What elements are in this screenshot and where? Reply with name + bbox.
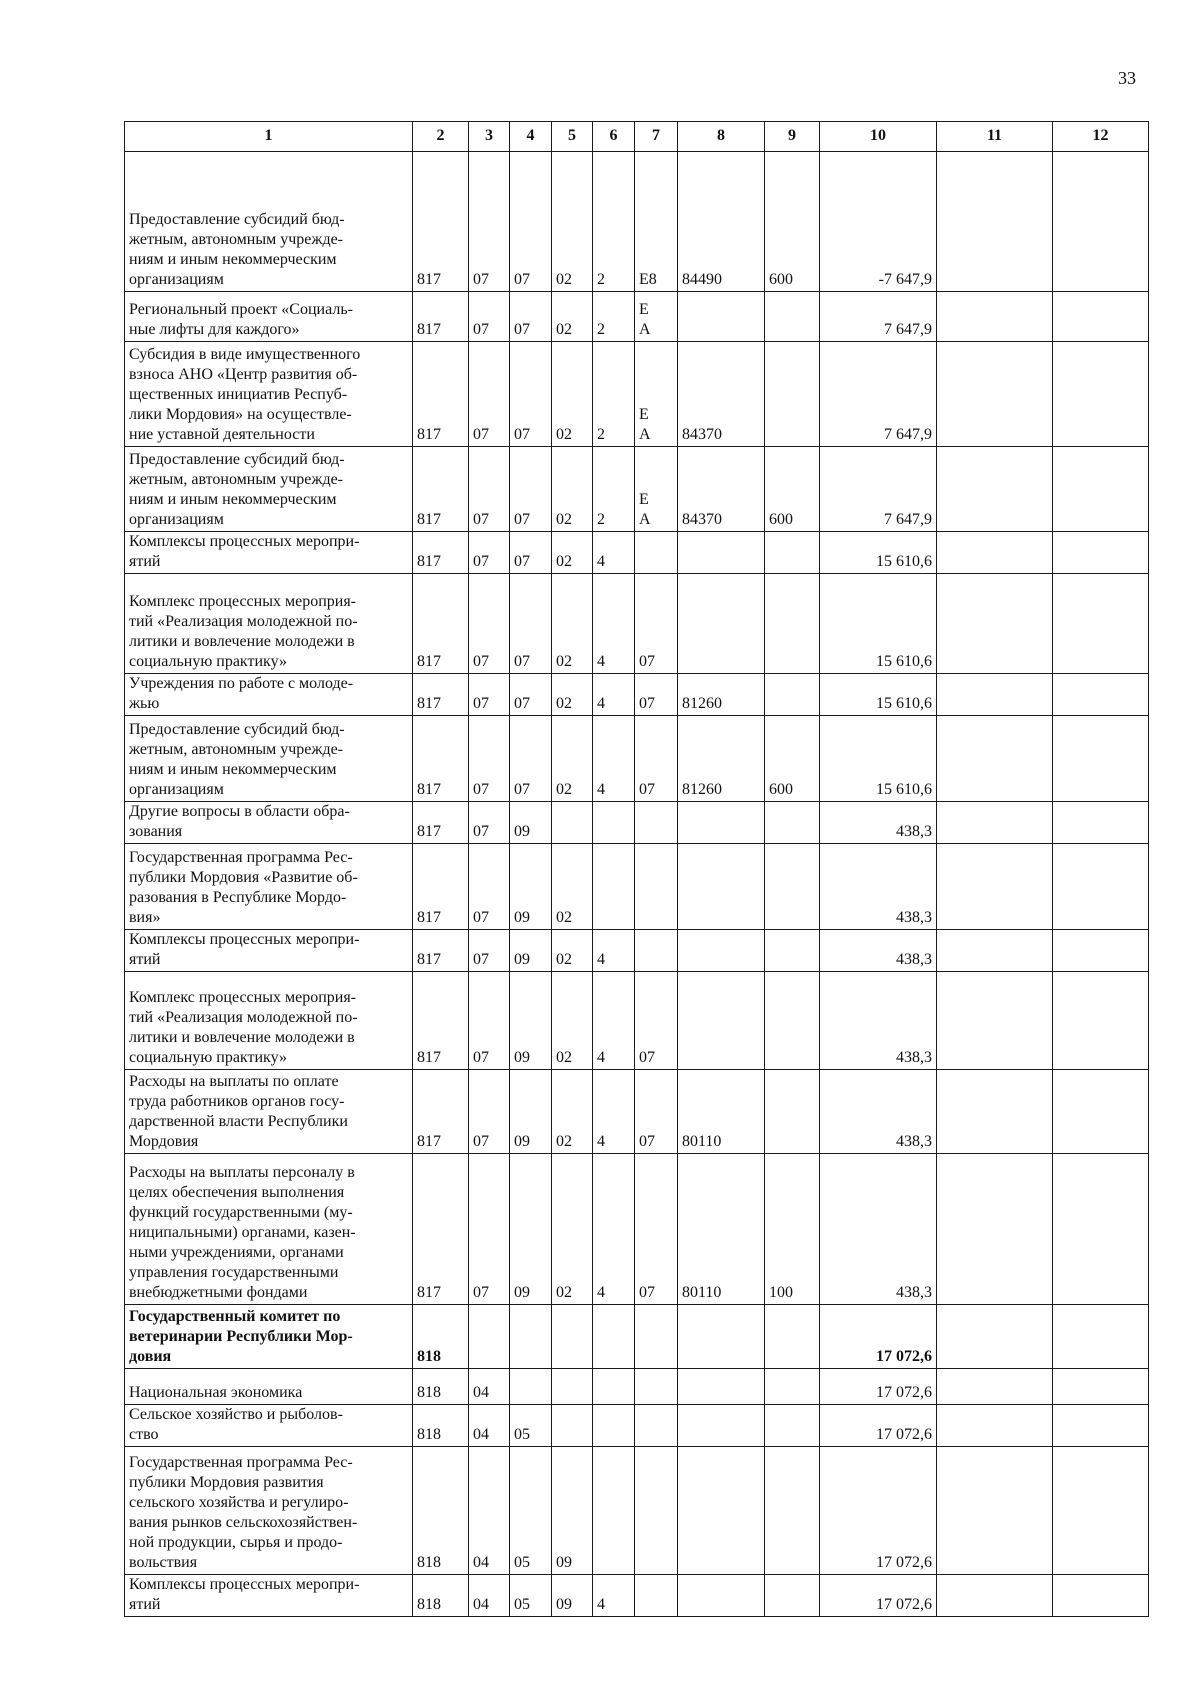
row-label-cell: Предоставление субсидий бюд- жетным, автономным учрежде- ниям и иным некоммерческим организациям bbox=[125, 152, 413, 292]
table-cell: 09 bbox=[510, 972, 552, 1070]
table-cell bbox=[937, 1405, 1053, 1447]
table-row bbox=[125, 1070, 1149, 1154]
table-cell bbox=[1053, 532, 1149, 574]
table-cell bbox=[937, 1305, 1053, 1369]
table-cell bbox=[678, 532, 765, 574]
column-header: 8 bbox=[678, 122, 765, 152]
table-cell bbox=[593, 802, 635, 844]
table-cell: 02 bbox=[552, 342, 593, 447]
table-cell bbox=[678, 1369, 765, 1405]
table-cell bbox=[1053, 1154, 1149, 1305]
row-label-cell: Субсидия в виде имущественного взноса АНО «Центр развития об- щественных инициатив Респуб- лики Мордовия» на осуществле- ние уставной деятельности bbox=[125, 342, 413, 447]
table-cell bbox=[765, 1305, 820, 1369]
table-cell bbox=[678, 1405, 765, 1447]
table-cell: 07 bbox=[469, 674, 510, 716]
table-row bbox=[125, 1369, 1149, 1405]
table-cell bbox=[678, 802, 765, 844]
budget-table bbox=[124, 121, 1149, 1617]
table-cell: 2 bbox=[593, 152, 635, 292]
table-cell: 09 bbox=[510, 1154, 552, 1305]
table-cell: 02 bbox=[552, 844, 593, 930]
table-cell bbox=[552, 802, 593, 844]
table-cell: 817 bbox=[413, 930, 469, 972]
table-cell bbox=[1053, 972, 1149, 1070]
column-header: 10 bbox=[820, 122, 937, 152]
table-cell bbox=[1053, 574, 1149, 674]
table-cell: 04 bbox=[469, 1575, 510, 1617]
table-cell: 09 bbox=[510, 844, 552, 930]
table-cell: 15 610,6 bbox=[820, 716, 937, 802]
row-label-cell: Государственная программа Рес- публики Мордовия «Развитие об- разования в Республике Мордо- вия» bbox=[125, 844, 413, 930]
table-cell: 07 bbox=[469, 447, 510, 532]
table-cell: 438,3 bbox=[820, 1154, 937, 1305]
table-cell bbox=[593, 1305, 635, 1369]
table-cell bbox=[937, 844, 1053, 930]
row-label-cell: Предоставление субсидий бюд- жетным, автономным учрежде- ниям и иным некоммерческим организациям bbox=[125, 716, 413, 802]
table-cell: 07 bbox=[469, 802, 510, 844]
table-cell: 07 bbox=[635, 1154, 678, 1305]
table-cell: 817 bbox=[413, 674, 469, 716]
table-cell: 818 bbox=[413, 1369, 469, 1405]
table-cell: 04 bbox=[469, 1405, 510, 1447]
table-cell: 07 bbox=[635, 674, 678, 716]
table-cell: 07 bbox=[510, 342, 552, 447]
table-cell: 100 bbox=[765, 1154, 820, 1305]
table-cell: 7 647,9 bbox=[820, 292, 937, 342]
table-cell: 02 bbox=[552, 716, 593, 802]
row-label-cell: Комплекс процессных мероприя- тий «Реализация молодежной по- литики и вовлечение молодежи в социальную практику» bbox=[125, 574, 413, 674]
table-cell bbox=[937, 930, 1053, 972]
table-cell: 4 bbox=[593, 972, 635, 1070]
table-cell bbox=[552, 1369, 593, 1405]
table-row bbox=[125, 292, 1149, 342]
table-cell bbox=[765, 532, 820, 574]
table-cell bbox=[635, 1447, 678, 1575]
table-cell bbox=[635, 1305, 678, 1369]
row-label-cell: Национальная экономика bbox=[125, 1369, 413, 1405]
table-cell bbox=[552, 1305, 593, 1369]
table-cell bbox=[765, 1447, 820, 1575]
table-cell: 15 610,6 bbox=[820, 532, 937, 574]
table-cell bbox=[937, 716, 1053, 802]
column-header: 2 bbox=[413, 122, 469, 152]
table-cell: 4 bbox=[593, 716, 635, 802]
table-cell: 81260 bbox=[678, 674, 765, 716]
table-cell bbox=[469, 1305, 510, 1369]
table-cell: 07 bbox=[469, 574, 510, 674]
table-row bbox=[125, 1575, 1149, 1617]
table-cell bbox=[765, 342, 820, 447]
table-cell: 17 072,6 bbox=[820, 1369, 937, 1405]
table-cell: 02 bbox=[552, 674, 593, 716]
table-cell bbox=[678, 844, 765, 930]
table-cell bbox=[1053, 1070, 1149, 1154]
row-label-cell: Предоставление субсидий бюд- жетным, автономным учрежде- ниям и иным некоммерческим организациям bbox=[125, 447, 413, 532]
table-cell bbox=[635, 532, 678, 574]
table-cell bbox=[937, 342, 1053, 447]
table-cell: 02 bbox=[552, 447, 593, 532]
table-cell bbox=[1053, 844, 1149, 930]
table-cell bbox=[510, 1305, 552, 1369]
table-cell bbox=[635, 844, 678, 930]
row-label-cell: Расходы на выплаты персоналу в целях обеспечения выполнения функций государственными (му- ниципальными) органами, казен- ными учреждениями, органами управления государственными внебюджетными фондами bbox=[125, 1154, 413, 1305]
table-cell: 4 bbox=[593, 1154, 635, 1305]
table-cell: 4 bbox=[593, 532, 635, 574]
table-cell: 438,3 bbox=[820, 930, 937, 972]
table-cell: 817 bbox=[413, 802, 469, 844]
table-cell bbox=[635, 1405, 678, 1447]
table-cell: 02 bbox=[552, 292, 593, 342]
table-cell: 438,3 bbox=[820, 802, 937, 844]
table-cell: 02 bbox=[552, 972, 593, 1070]
table-cell: 04 bbox=[469, 1447, 510, 1575]
table-cell bbox=[1053, 1305, 1149, 1369]
table-cell bbox=[765, 1575, 820, 1617]
table-cell bbox=[937, 447, 1053, 532]
column-header: 7 bbox=[635, 122, 678, 152]
table-cell bbox=[678, 292, 765, 342]
table-cell: 07 bbox=[469, 152, 510, 292]
table-cell: 4 bbox=[593, 674, 635, 716]
table-cell bbox=[937, 292, 1053, 342]
table-cell: 2 bbox=[593, 342, 635, 447]
table-cell bbox=[937, 972, 1053, 1070]
table-cell: 600 bbox=[765, 152, 820, 292]
table-cell bbox=[937, 674, 1053, 716]
table-cell: 15 610,6 bbox=[820, 674, 937, 716]
table-cell: 818 bbox=[413, 1305, 469, 1369]
table-cell: 818 bbox=[413, 1405, 469, 1447]
table-cell bbox=[765, 930, 820, 972]
table-cell: 07 bbox=[635, 574, 678, 674]
table-cell: 817 bbox=[413, 1154, 469, 1305]
table-cell bbox=[1053, 1405, 1149, 1447]
table-cell bbox=[1053, 674, 1149, 716]
table-cell: 438,3 bbox=[820, 844, 937, 930]
table-cell: 15 610,6 bbox=[820, 574, 937, 674]
table-cell bbox=[937, 152, 1053, 292]
table-cell: 817 bbox=[413, 1070, 469, 1154]
table-cell: 817 bbox=[413, 844, 469, 930]
table-cell bbox=[552, 1405, 593, 1447]
table-cell bbox=[678, 1305, 765, 1369]
table-cell bbox=[678, 1447, 765, 1575]
table-cell bbox=[1053, 152, 1149, 292]
column-header: 6 bbox=[593, 122, 635, 152]
table-cell: 438,3 bbox=[820, 972, 937, 1070]
table-cell bbox=[1053, 342, 1149, 447]
table-cell: 817 bbox=[413, 574, 469, 674]
table-cell: 600 bbox=[765, 447, 820, 532]
table-cell: 07 bbox=[469, 342, 510, 447]
table-cell bbox=[635, 930, 678, 972]
table-cell: 07 bbox=[510, 292, 552, 342]
column-header: 4 bbox=[510, 122, 552, 152]
table-cell: 07 bbox=[469, 972, 510, 1070]
table-cell: 817 bbox=[413, 292, 469, 342]
table-cell: 04 bbox=[469, 1369, 510, 1405]
table-cell: 817 bbox=[413, 972, 469, 1070]
table-row bbox=[125, 342, 1149, 447]
row-label-cell: Комплексы процессных меропри- ятий bbox=[125, 930, 413, 972]
table-cell: 07 bbox=[510, 532, 552, 574]
table-cell: 2 bbox=[593, 447, 635, 532]
table-cell bbox=[765, 1405, 820, 1447]
table-cell: 07 bbox=[635, 1070, 678, 1154]
table-cell: 07 bbox=[469, 844, 510, 930]
table-cell: 80110 bbox=[678, 1154, 765, 1305]
table-cell bbox=[510, 1369, 552, 1405]
column-header: 11 bbox=[937, 122, 1053, 152]
table-cell bbox=[1053, 802, 1149, 844]
table-cell bbox=[765, 972, 820, 1070]
table-cell: Е А bbox=[635, 292, 678, 342]
row-label-cell: Сельское хозяйство и рыболов- ство bbox=[125, 1405, 413, 1447]
table-cell bbox=[937, 532, 1053, 574]
table-cell: Е А bbox=[635, 447, 678, 532]
table-cell: 817 bbox=[413, 342, 469, 447]
table-cell bbox=[765, 292, 820, 342]
table-cell: 818 bbox=[413, 1575, 469, 1617]
table-cell bbox=[1053, 292, 1149, 342]
row-label-cell: Государственная программа Рес- публики Мордовия развития сельского хозяйства и регулиро- вания рынков сельскохозяйствен- ной продукции, сырья и продо- вольствия bbox=[125, 1447, 413, 1575]
table-cell bbox=[678, 930, 765, 972]
row-label-cell: Расходы на выплаты по оплате труда работников органов госу- дарственной власти Республики Мордовия bbox=[125, 1070, 413, 1154]
page-number: 33 bbox=[1118, 68, 1136, 88]
table-cell bbox=[635, 802, 678, 844]
table-cell bbox=[593, 1447, 635, 1575]
table-row bbox=[125, 532, 1149, 574]
table-row bbox=[125, 1154, 1149, 1305]
table-cell: 17 072,6 bbox=[820, 1447, 937, 1575]
table-cell: 80110 bbox=[678, 1070, 765, 1154]
table-cell bbox=[937, 1447, 1053, 1575]
table-row bbox=[125, 972, 1149, 1070]
row-label-cell: Региональный проект «Социаль- ные лифты для каждого» bbox=[125, 292, 413, 342]
table-cell bbox=[937, 802, 1053, 844]
table-cell bbox=[1053, 716, 1149, 802]
row-label-cell: Государственный комитет по ветеринарии Республики Мор- довия bbox=[125, 1305, 413, 1369]
table-cell: 600 bbox=[765, 716, 820, 802]
table-cell bbox=[635, 1369, 678, 1405]
table-cell: 84370 bbox=[678, 447, 765, 532]
table-row bbox=[125, 574, 1149, 674]
table-cell: 09 bbox=[510, 802, 552, 844]
table-cell: 05 bbox=[510, 1575, 552, 1617]
table-row bbox=[125, 152, 1149, 292]
table-cell: 09 bbox=[510, 930, 552, 972]
table-cell: -7 647,9 bbox=[820, 152, 937, 292]
table-row bbox=[125, 802, 1149, 844]
table-cell: Е8 bbox=[635, 152, 678, 292]
table-cell: 84490 bbox=[678, 152, 765, 292]
table-cell: 07 bbox=[469, 532, 510, 574]
table-cell bbox=[937, 574, 1053, 674]
table-cell: 81260 bbox=[678, 716, 765, 802]
column-header: 9 bbox=[765, 122, 820, 152]
table-cell: 07 bbox=[469, 716, 510, 802]
row-label-cell: Другие вопросы в области обра- зования bbox=[125, 802, 413, 844]
table-row bbox=[125, 447, 1149, 532]
table-cell: 07 bbox=[469, 930, 510, 972]
row-label-cell: Комплексы процессных меропри- ятий bbox=[125, 532, 413, 574]
table-body bbox=[125, 152, 1149, 1617]
table-cell: 4 bbox=[593, 1070, 635, 1154]
table-cell bbox=[765, 674, 820, 716]
table-cell bbox=[593, 1369, 635, 1405]
table-cell: 4 bbox=[593, 1575, 635, 1617]
table-cell: Е А bbox=[635, 342, 678, 447]
table-cell bbox=[937, 1575, 1053, 1617]
table-cell: 09 bbox=[552, 1575, 593, 1617]
table-cell bbox=[765, 574, 820, 674]
table-cell: 84370 bbox=[678, 342, 765, 447]
table-cell: 02 bbox=[552, 152, 593, 292]
row-label-cell: Комплексы процессных меропри- ятий bbox=[125, 1575, 413, 1617]
table-cell: 4 bbox=[593, 930, 635, 972]
table-row bbox=[125, 716, 1149, 802]
table-row bbox=[125, 674, 1149, 716]
table-cell bbox=[1053, 1575, 1149, 1617]
table-cell: 09 bbox=[552, 1447, 593, 1575]
table-cell bbox=[765, 802, 820, 844]
table-cell: 02 bbox=[552, 1154, 593, 1305]
table-cell bbox=[678, 972, 765, 1070]
table-row bbox=[125, 930, 1149, 972]
table-cell bbox=[1053, 930, 1149, 972]
column-header: 3 bbox=[469, 122, 510, 152]
table-cell bbox=[593, 1405, 635, 1447]
table-cell: 09 bbox=[510, 1070, 552, 1154]
table-cell bbox=[678, 574, 765, 674]
table-cell: 817 bbox=[413, 716, 469, 802]
table-cell bbox=[1053, 1369, 1149, 1405]
table-cell: 07 bbox=[635, 716, 678, 802]
table-cell: 07 bbox=[635, 972, 678, 1070]
table-cell: 07 bbox=[510, 674, 552, 716]
table-cell: 07 bbox=[510, 152, 552, 292]
table-cell: 17 072,6 bbox=[820, 1305, 937, 1369]
table-cell: 05 bbox=[510, 1405, 552, 1447]
table-row bbox=[125, 1405, 1149, 1447]
table-cell bbox=[937, 1070, 1053, 1154]
table-cell: 438,3 bbox=[820, 1070, 937, 1154]
table-cell: 817 bbox=[413, 532, 469, 574]
table-cell: 07 bbox=[469, 1154, 510, 1305]
table-row bbox=[125, 844, 1149, 930]
table-cell bbox=[937, 1369, 1053, 1405]
column-header: 12 bbox=[1053, 122, 1149, 152]
table-cell bbox=[593, 844, 635, 930]
table-cell: 05 bbox=[510, 1447, 552, 1575]
row-label-cell: Комплекс процессных мероприя- тий «Реализация молодежной по- литики и вовлечение молодежи в социальную практику» bbox=[125, 972, 413, 1070]
table-cell: 817 bbox=[413, 447, 469, 532]
table-cell bbox=[765, 1070, 820, 1154]
table-cell bbox=[678, 1575, 765, 1617]
table-cell: 02 bbox=[552, 1070, 593, 1154]
table-cell: 7 647,9 bbox=[820, 447, 937, 532]
table-cell: 07 bbox=[510, 574, 552, 674]
table-cell: 02 bbox=[552, 532, 593, 574]
table-cell: 02 bbox=[552, 574, 593, 674]
table-cell bbox=[937, 1154, 1053, 1305]
table-cell bbox=[635, 1575, 678, 1617]
table-cell bbox=[1053, 447, 1149, 532]
table-cell: 17 072,6 bbox=[820, 1575, 937, 1617]
table-cell bbox=[1053, 1447, 1149, 1575]
table-cell: 17 072,6 bbox=[820, 1405, 937, 1447]
table-cell: 07 bbox=[469, 292, 510, 342]
table-cell bbox=[765, 1369, 820, 1405]
column-header: 1 bbox=[125, 122, 413, 152]
table-cell bbox=[765, 844, 820, 930]
table-cell: 07 bbox=[510, 447, 552, 532]
table-cell: 07 bbox=[510, 716, 552, 802]
table-row bbox=[125, 1447, 1149, 1575]
table-row bbox=[125, 1305, 1149, 1369]
table-cell: 818 bbox=[413, 1447, 469, 1575]
column-header: 5 bbox=[552, 122, 593, 152]
table-cell: 07 bbox=[469, 1070, 510, 1154]
header-row bbox=[125, 122, 1149, 152]
table-cell: 2 bbox=[593, 292, 635, 342]
table-cell: 02 bbox=[552, 930, 593, 972]
row-label-cell: Учреждения по работе с молоде- жью bbox=[125, 674, 413, 716]
table-cell: 7 647,9 bbox=[820, 342, 937, 447]
table-cell: 4 bbox=[593, 574, 635, 674]
table-cell: 817 bbox=[413, 152, 469, 292]
